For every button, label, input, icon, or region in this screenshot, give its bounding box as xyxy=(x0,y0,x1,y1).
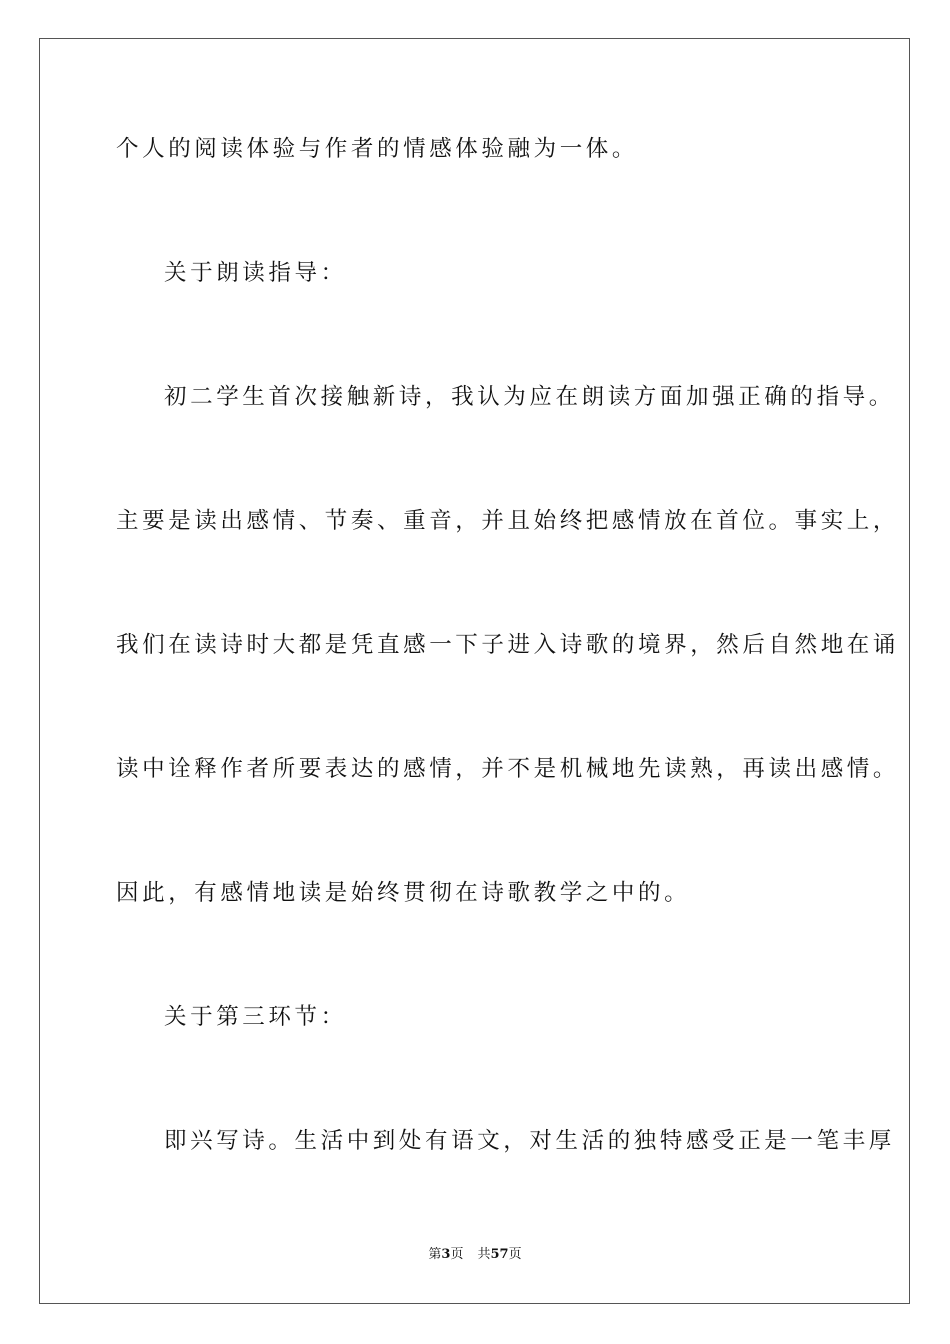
section-heading-reading-guidance: 关于朗读指导： xyxy=(164,260,347,286)
section-heading-third-part: 关于第三环节： xyxy=(164,1004,347,1030)
footer-total-pages: 57 xyxy=(490,1247,509,1262)
footer-total-suffix: 页 xyxy=(508,1247,522,1262)
body-line-1: 个人的阅读体验与作者的情感体验融为一体。 xyxy=(116,136,639,162)
body-line-5: 我们在读诗时大都是凭直感一下子进入诗歌的境界，然后自然地在诵 xyxy=(116,632,900,658)
page-border xyxy=(39,38,910,1304)
footer-page-suffix: 页 xyxy=(450,1247,464,1262)
body-line-6: 读中诠释作者所要表达的感情，并不是机械地先读熟，再读出感情。 xyxy=(116,756,900,782)
body-line-9: 即兴写诗。生活中到处有语文，对生活的独特感受正是一笔丰厚 xyxy=(164,1128,895,1154)
footer-page-number: 3 xyxy=(441,1247,451,1262)
footer-total-prefix: 共 xyxy=(477,1247,491,1262)
page-footer xyxy=(0,1246,950,1264)
footer-page-prefix: 第 xyxy=(428,1247,442,1262)
body-line-3: 初二学生首次接触新诗，我认为应在朗读方面加强正确的指导。 xyxy=(164,384,895,410)
body-line-7: 因此，有感情地读是始终贯彻在诗歌教学之中的。 xyxy=(116,880,691,906)
body-line-4: 主要是读出感情、节奏、重音，并且始终把感情放在首位。事实上， xyxy=(116,508,900,534)
